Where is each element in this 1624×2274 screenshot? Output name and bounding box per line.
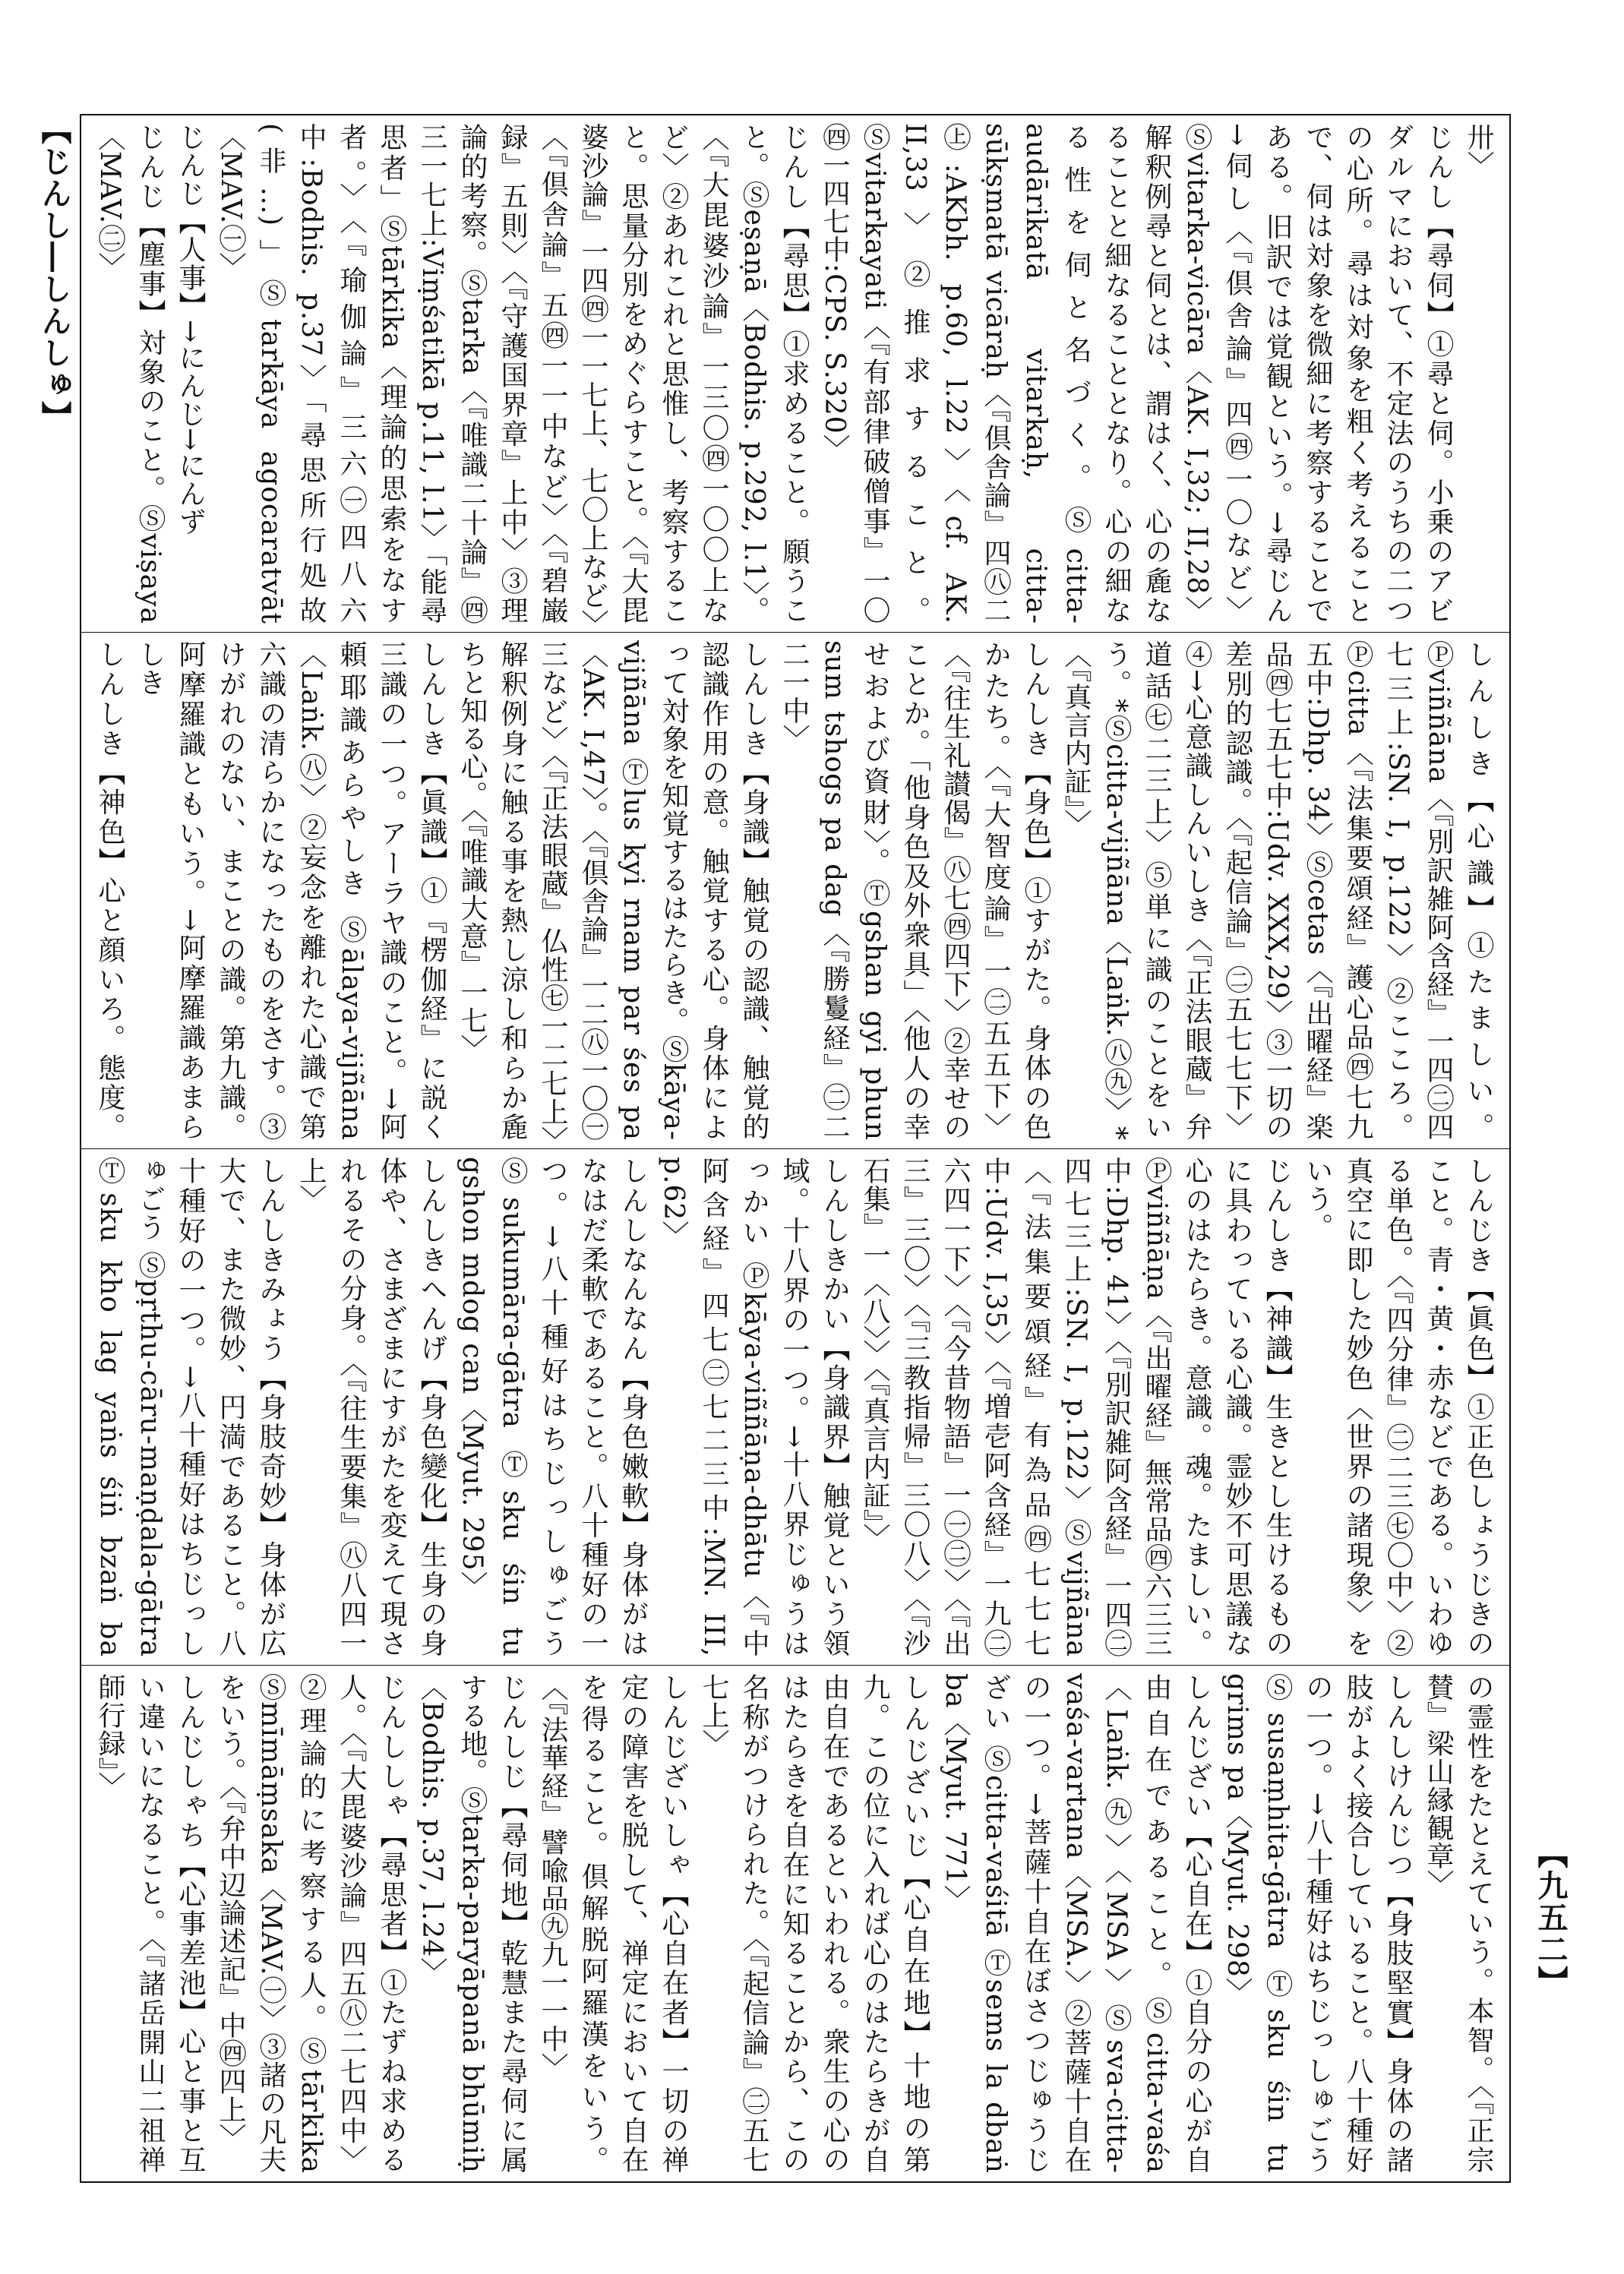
running-head: 【じんし―しんしゅ】 bbox=[36, 114, 72, 433]
tier-4 bbox=[81, 1665, 1509, 2181]
entry: しんしなんなん【身色嫩軟】身体がはなはだ柔軟であること。八十種好の一つ。→八十種好はちじっしゅごう Ⓢsukumāra-gātra Ⓣsku śin tu gshon mdog can〈Myut. 295〉 bbox=[457, 1157, 649, 1657]
entry: しんしけんじつ【身肢堅實】身体の諸肢がよく接合していること。八十種好の一つ。→八十種好はちじっしゅごう Ⓢsusaṃhita-gātra Ⓣsku śin tu grims pa〈Myut. 298〉 bbox=[1221, 1673, 1414, 2174]
tier-1 bbox=[81, 115, 1509, 632]
entry: しんじしゃち【心事差池】心と事と互い違いになること。〈『諸岳開山二祖禅師行録』〉 bbox=[94, 1673, 206, 2174]
entry: しんしき【眞識】①『楞伽経』に説く三識の一つ。アーラヤ識のこと。→阿頼耶識あらやしき Ⓢālaya-vijñāna〈Laṅk.㊇〉②妄念を離れた心識で第六識の清らかになったものをさす。③けがれのない、まことの識。第九識。阿摩羅識ともいう。→阿摩羅識あまらしき bbox=[134, 640, 447, 1141]
entry: しんじざいしゃ【心自在者】一切の禅定の障害を脱して、禅定において自在を得ること。倶解脱阿羅漢をいう。〈『法華経』譬喩品㊈九一一中〉 bbox=[537, 1673, 689, 2174]
tier-text bbox=[92, 640, 1499, 1141]
entry: じんしじ【尋伺地】乾慧また尋伺に属する地。Ⓢtarka-paryāpanā bhūmiḥ〈Bodhis. p.37, l.24〉 bbox=[416, 1673, 528, 2174]
entry: しんしきへんげ【身色變化】生身の身体や、さまざまにすがたを変えて現されるその分身。〈『往生要集』㊇八四一上〉 bbox=[295, 1157, 447, 1657]
entry: しんしきかい【身識界】触覚という領域。十八界の一つ。→十八界じゅうはっかい Ⓟkāya-viññāṇa-dhātu〈『中阿含経』四七㊁七二三中:MN. III, p.62〉 bbox=[658, 1157, 850, 1657]
entry: しんじざいじ【心自在地】十地の第九。この位に入れば心のはたらきが自由自在であるといわれる。衆生の心のはたらきを自在に知ることから、この名称がつけられた。〈『起信論』㊁五七七上〉 bbox=[698, 1673, 930, 2174]
entry: しんしき【身色】①すがた。身体の色かたち。〈『大智度論』一㊁五五下〉〈『往生礼讃偈』㊇七㊃四下〉②幸せのことか。「他身色及外衆具」〈他人の幸せおよび資財〉。Ⓣgshan gyi phun sum tshogs pa dag〈『勝鬘経』㊁二二一中〉 bbox=[779, 640, 1051, 1141]
entry: しんしき【身識】触覚の認識、触覚的認識作用の意。触覚する心。身体によって対象を知覚するはたらき。Ⓢkāya-vijñāna Ⓣlus kyi rnam par śes pa〈AK. I,47〉。〈『倶舎論』一二㊇一〇㊀三など〉〈『正法眼蔵』仏性㊆一二七上〉解釈例身に触る事を熱し涼し和らか麁ちと知る心。〈『唯識大意』一七〉 bbox=[457, 640, 769, 1141]
entry: じんじ【人事】→にんじ→にんず bbox=[175, 123, 206, 536]
entry: じんし【尋伺】①尋と伺。小乗のアビダルマにおいて、不定法のうちの二つの心所。尋は対象を粗く考えることで、伺は対象を微細に考察することである。旧訳では覚観という。→尋じん →伺し〈『倶舎論』四㊃一〇など〉Ⓢvitarka-vicāra〈AK. I,32; II,28〉解釈例尋と伺とは、謂はく、心の麁なることと細なることとなり。心の細なる性を伺と名づく。Ⓢcitta-audārikatā vitarkaḥ, citta-sūkṣmatā vicāraḥ〈『倶舎論』四㊇二㊤:AKbh. p.60, l.22〉〈cf. AK. II,33〉②推求すること。Ⓢvitarkayati〈『有部律破僧事』一〇㊃一四七中:CPS. S.320〉 bbox=[819, 123, 1454, 624]
tier-3 bbox=[81, 1148, 1509, 1665]
page-number: 【九五二】 bbox=[1533, 1838, 1569, 1998]
entry: じんししゃ【尋思者】①たずね求める人。〈『大毘婆沙論』四五㊇二七四中〉②理論的に考察する人。Ⓢtārkika Ⓢmīmāṃsaka〈MAV.㊀〉③諸の凡夫をいう。〈『弁中辺論述記』中㊃四上〉 bbox=[215, 1673, 407, 2174]
entry: じんじ【塵事】対象のこと。Ⓢviṣaya〈MAV.㊁〉 bbox=[94, 123, 166, 624]
entry: しんじき【眞色】①正色しょうじきのこと。青・黄・赤などである。いわゆる単色。〈『四分律』㊁二三㊆〇中〉②真空に即した妙色〈世界の諸現象〉をいう。 bbox=[1302, 1157, 1494, 1657]
entry: じんし【尋思】①求めること。願うこと。Ⓢeṣaṇā〈Bodhis. p.292, l.1〉。〈『大毘婆沙論』一三〇㊃一〇〇上など〉②あれこれと思惟し、考察すること。思量分別をめぐらすこと。〈『大毘婆沙論』一四㊃一一七上、七〇上など〉〈『倶舎論』五㊃一一中など〉〈『碧巌録』五則〉〈『守護国界章』上中〉③理論的考察。Ⓢtarka〈『唯識二十論』㊃三一七上:Viṃśatikā p.11, l.1〉「能尋思者」Ⓢtārkika〈理論的思索をなす者。〉〈『瑜伽論』三六㊀四八六中:Bodhis. p.37〉「尋思所行処故(非…)」Ⓢtarkāya agocaratvāt〈MAV.㊀〉 bbox=[215, 123, 810, 624]
entry: しんしき【神色】心と顔いろ。態度。 bbox=[94, 640, 125, 1141]
entry: しんしき【心識】①たましい。Ⓟviññāna〈『別訳雑阿含経』一四㊁四七三上:SN. I, p.122〉②こころ。Ⓟcitta〈『法集要頌経』護心品㊃七九五中:Dhp. 34〉Ⓢcetas〈『出曜経』楽品㊃七五七中:Udv. XXX,29〉③一切の差別的認識。〈『起信論』㊁五七七下〉④→心意識しんいしき〈『正法眼蔵』弁道話㊆二三上〉⑤単に識のことをいう。*Ⓢcitta-vijñāna〈Laṅk.㊇㊈〉*〈『真言内証』〉 bbox=[1060, 640, 1494, 1141]
entry: じんしき【神識】生きとし生けるものに具わっている心識。霊妙不可思議な心のはたらき。意識。魂。たましい。Ⓟviññāṇa〈『出曜経』無常品㊃六三三中:Dhp. 41〉〈『別訳雑阿含経』一四㊁四七三上:SN. I, p.122〉Ⓢvijñāna〈『法集要頌経』有為品㊃七七七中:Udv. I,35〉〈『増壱阿含経』一九㊁六四一下〉〈『今昔物語』一㊀㊁〉〈『出三』三〇〉〈『三教指帰』三〇八〉〈『沙石集』一〈八〉〉〈『真言内証』〉 bbox=[859, 1157, 1293, 1657]
entry: しんじざい【心自在】①自分の心が自由自在であること。Ⓢcitta-vaśa〈Laṅk.㊈〉〈MSA〉Ⓢsva-citta-vaśa-vartana〈MSA.〉②菩薩十自在の一つ。→菩薩十自在ぼさつじゅうじざい Ⓢcitta-vaśitā Ⓣsems la dbaṅ ba〈Myut. 771〉 bbox=[940, 1673, 1212, 2174]
entry: 卅〉 bbox=[1463, 123, 1494, 179]
tier-2 bbox=[81, 632, 1509, 1148]
tier-text bbox=[92, 1673, 1499, 2174]
dictionary-frame bbox=[80, 114, 1511, 2183]
tier-text bbox=[92, 1157, 1499, 1657]
tier-text bbox=[92, 123, 1499, 624]
entry: の霊性をたとえていう。本智。〈『正宗賛』梁山縁観章〉 bbox=[1423, 1673, 1494, 2174]
entry: しんしきみょう【身肢奇妙】身体が広大で、また微妙、円満であること。八十種好の一つ。→八十種好はちじっしゅごう Ⓢpṛthu-cāru-maṇḍala-gātra Ⓣsku kho lag yaṅs śiṅ bzaṅ ba bbox=[94, 1157, 286, 1657]
